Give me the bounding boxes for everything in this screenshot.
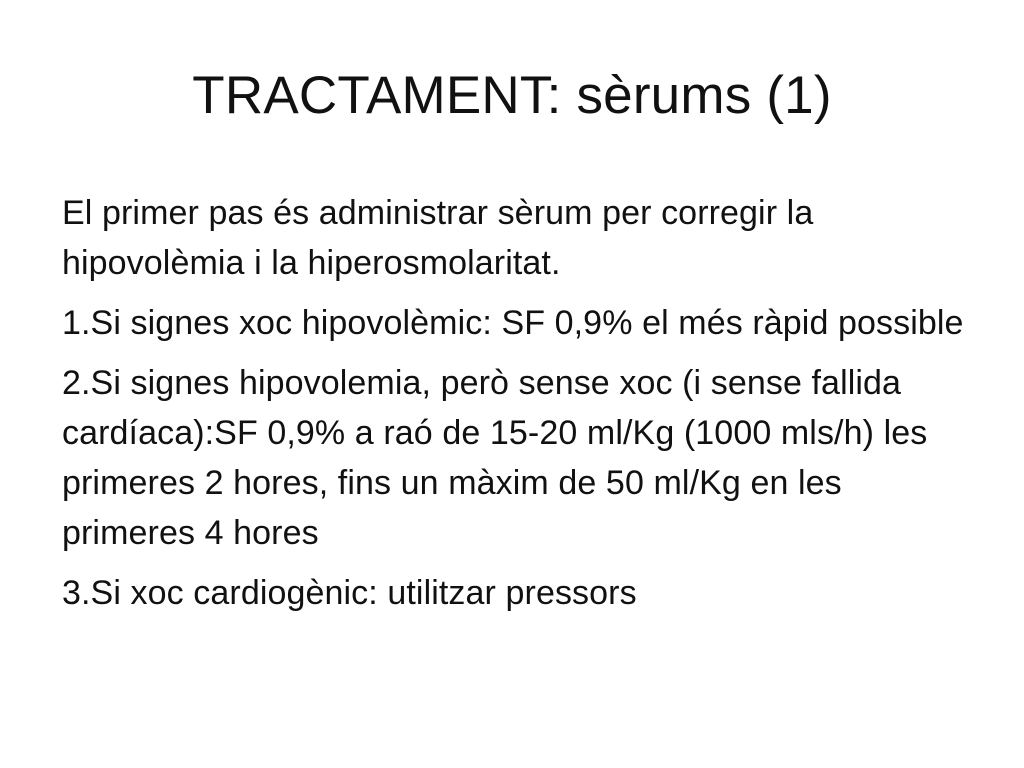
point-1-paragraph: 1.Si signes xoc hipovolèmic: SF 0,9% el més ràpid possible — [62, 304, 964, 342]
point-2-paragraph: 2.Si signes hipovolemia, però sense xoc (i sense fallida cardíaca):SF 0,9% a raó de 15-20 ml/Kg (1000 mls/h) les primeres 2 hores, fins un màxim de 50 ml/Kg en les primeres 4 hores — [62, 364, 928, 552]
slide-body — [62, 188, 972, 628]
point-3-paragraph: 3.Si xoc cardiogènic: utilitzar pressors — [62, 574, 637, 612]
intro-paragraph: El primer pas és administrar sèrum per corregir la hipovolèmia i la hiperosmolaritat. — [62, 194, 814, 282]
slide-title: TRACTAMENT: sèrums (1) — [192, 66, 832, 125]
